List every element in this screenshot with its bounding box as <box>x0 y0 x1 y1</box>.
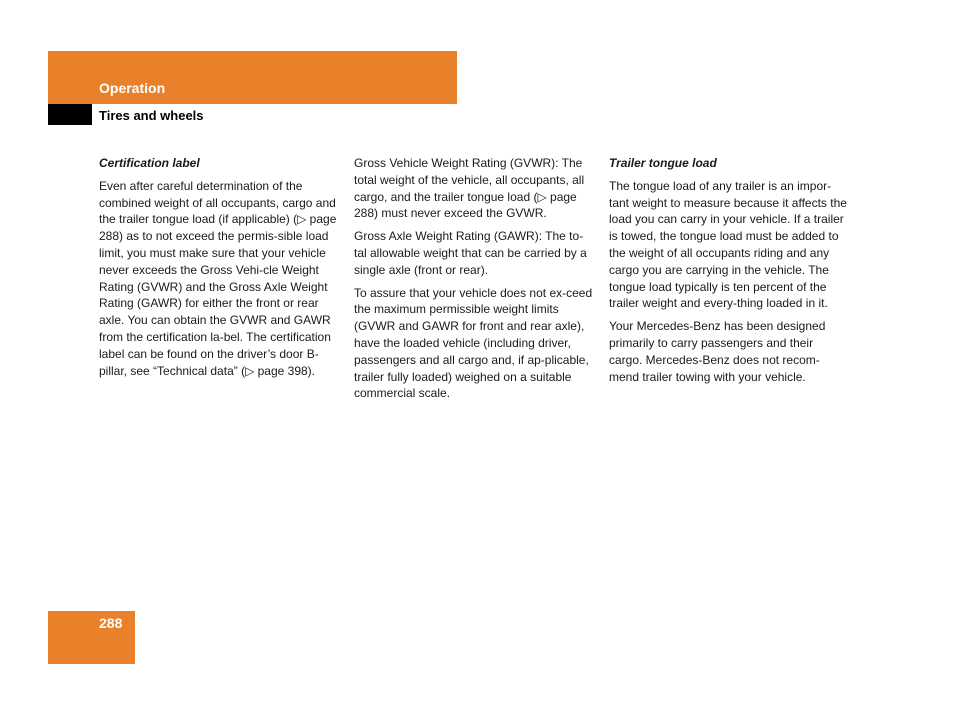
paragraph: Even after careful determination of the combined weight of all occupants, cargo and the trailer tongue load (if applicable) (▷ page 288) as to not exceed the permis-sible load limit, you must make sure that your vehicle never exceeds the Gross Vehi-cle Weight Rating (GVWR) and the Gross Axle Weight Rating (GAWR) for either the front or rear axle. You can obtain the GVWR and GAWR from the certification la-bel. The certification label can be found on the driver’s door B-pillar, see “Technical data” (▷ page 398). <box>99 178 337 378</box>
text-column-1 <box>99 155 339 385</box>
column-heading-trailer-tongue-load: Trailer tongue load <box>609 156 717 170</box>
paragraph: Gross Axle Weight Rating (GAWR): The to-tal allowable weight that can be carried by a single axle (front or rear). <box>354 229 587 277</box>
section-marker-tab <box>48 104 92 125</box>
page-number: 288 <box>99 615 123 631</box>
column-heading-certification-label: Certification label <box>99 156 200 170</box>
text-column-2 <box>354 155 594 408</box>
paragraph: Gross Vehicle Weight Rating (GVWR): The total weight of the vehicle, all occupants, all cargo, and the trailer tongue load (▷ page 288) must never exceed the GVWR. <box>354 156 585 221</box>
paragraph: Your Mercedes-Benz has been designed primarily to carry passengers and their cargo. Mercedes-Benz does not recom-mend trailer towing with your vehicle. <box>609 319 826 384</box>
paragraph: The tongue load of any trailer is an impor-tant weight to measure because it affects the load you can carry in your vehicle. If a trailer is towed, the tongue load must be added to the weight of all occupants riding and any cargo you are carrying in the vehicle. The tongue load typically is ten percent of the trailer weight and every-thing loaded in it. <box>609 178 847 311</box>
paragraph: To assure that your vehicle does not ex-ceed the maximum permissible weight limits (GVWR and GAWR for front and rear axle), have the loaded vehicle (including driver, passengers and all cargo and, if ap-plicable, trailer fully loaded) weighed on a suitable commercial scale. <box>354 285 593 401</box>
text-column-3 <box>609 155 849 391</box>
subsection-title: Tires and wheels <box>99 108 204 123</box>
section-title: Operation <box>99 80 166 96</box>
